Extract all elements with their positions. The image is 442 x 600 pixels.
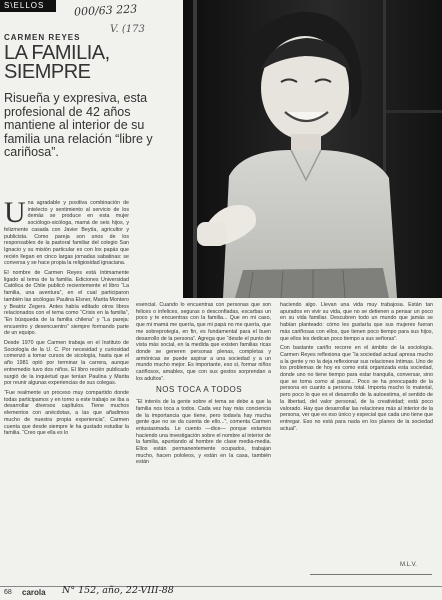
magazine-name: carola [22,588,46,597]
article-end-rule [310,574,432,575]
col1-paragraph-3: Desde 1970 que Carmen trabaja en el Instituto de Sociología de la U. C. Por necesidad y curiosidad comenzó a tomar cursos de sicología, hasta que el año 1981 optó por terminar la carrera, aunque entremedio tuvo dos niños. El libro recién publicado surgió de la inquietud que tenían Paulina y Marita por reunir algunas experiencias de sus colegas. [4,340,129,387]
handwritten-mark: V. (173 [110,24,145,35]
opening-paragraph [4,196,129,267]
col1-paragraph-1-text: na agradable y positiva combinación de intelecto y sentimiento al servicio de los demás se produce en esta mujer sociólogo-sicóloga, mamá de seis hijos, y felizmente casada con Javier Beytía, agricultor y publicista. Como pareja son unos de los responsables de la pastoral familiar del colegio San Ignacio y su misión particular es con los papás que recién llegan en cinco largas jornadas sabatinas: se conversa y se hace propia la religiosidad ignaciana. [4,200,129,267]
col3-paragraph-1: haciendo algo. Llevan una vida muy trabajosa. Están tan apurados en vivir su vida, que no se detienen a pensar un poco en su vida familiar. Descubren todo un mundo que jamás se habían planteado: cómo les gustaría que sus mujeres fueran más cariñosas con ellos, que tienen poco tiempo para sus hijos, que ellos les dedican poco tiempo a sus señoras”. [280,302,433,342]
portrait-photo [183,0,442,298]
article-column-3 [280,302,433,435]
col3-paragraph-2: Con bastante cariño recorre en el ámbito de la sociología. Carmen Reyes reflexiona que “la sociedad actual apresa mucho a la gente y no la deja reflexionar sus relaciones íntimas. Uno de los problemas de hoy es como está organizada esta sociedad, donde uno no tiene tiempo para estar tranquila, conversar, sino que se toma como al pasar... Poco se ha preocupado de la persona en cuanto a persona total. Importa mucho lo material, pero poco lo que es el desarrollo de la autoestima, el sentido de la libertad, del valor personal, de la creatividad; está poco valorado. Hay que desarrollar las relaciones más al interior de la persona, ver que es eso único y especial que cada uno tiene que entregar. Eso no está para nada en los planes de la sociedad actual”. [280,345,433,432]
col1-paragraph-4: “Fue realmente un proceso muy compartido donde todas participamos y en torno a este trabajo se iba a desarrollar diversos capítulos. Tiene muchos elementos con anécdotas, a las que añadimos mucho de nuestra propia experiencia”. Carmen cuenta que desde siempre le ha gustado estudiar la familia. “Creo que ella es lo [4,389,129,437]
portrait-illustration [183,0,442,298]
col2-paragraph-1: esencial. Cuando lo encuentras con personas que son felices o infelices, seguras o desconfiadas, escarbas un poco y te encuentras con la familia... Que en mi caso, que mi mamá me quería, que mi papá no me quería, que me sobreprotegía, en fin, es fundamental para el buen desarrollo de la persona”. Agrega que “desde el punto de vista más social, en la medida que existen familias ricas donde se generen personas plenas, completas y armónicas se puede aspirar a una sociedad y a un mundo mucho mejor. Es importante, eso sí, formar niños cariñosos, amables, que con sus gestos sorprendan a los adultos”. [136,302,271,382]
handwritten-reference: 000/63 223 [73,2,138,19]
article-lead: Risueña y expresiva, esta profesional de 42 años mantiene al interior de su familia una relación “libre y cariñosa”. [4,91,153,159]
drop-cap: U [4,196,26,229]
section-subheading: NOS TOCA A TODOS [156,385,243,395]
author-signature: M.L.V. [400,562,417,568]
page-number: 68 [4,589,12,596]
title-line-2: SIEMPRE [4,61,91,83]
col2-paragraph-2: “El interés de la gente sobre el tema se debe a que la familia nos toca a todos. Cada vez hay más conciencia de la importancia que tiene, pero todavía hay mucha gente que no se da cuenta de ello...”, comenta Carmen entusiasmada. Le cuento —dice— porque estamos haciendo una investigación sobre el nombre al interior de la familia, apuntando al hombre de clase media-media. Ellos están permanentemente ocupados, trabajan mucho, hacen pololeos, y están en la casa, también están [136,399,271,466]
handwritten-footer-note: N° 152, año, 22-VIII-88 [62,585,174,596]
section-tab: S\ELLOS [0,0,56,12]
title-line-1: LA FAMILIA, [4,42,110,64]
article-title [4,44,174,82]
article-column-2 [136,302,271,469]
col1-paragraph-2: El nombre de Carmen Reyes está íntimamente ligado al tema de la familia. Ediciones Universidad Católica de Chile publicó recientemente el libro “La familia, una aventura”, en el cual participaron también las sicólogas Paulina Elsner, Marita Montero y Beatriz Zegers. Antes había editado otros libros relacionados con el tema como “Crisis en la familia”, “En búsqueda de la familia chilena” y “La pareja: encuentro y desencuentro” siempre formando parte de un equipo. [4,270,129,337]
author-name: CARMEN REYES [4,33,81,42]
article-column-1 [4,196,129,440]
